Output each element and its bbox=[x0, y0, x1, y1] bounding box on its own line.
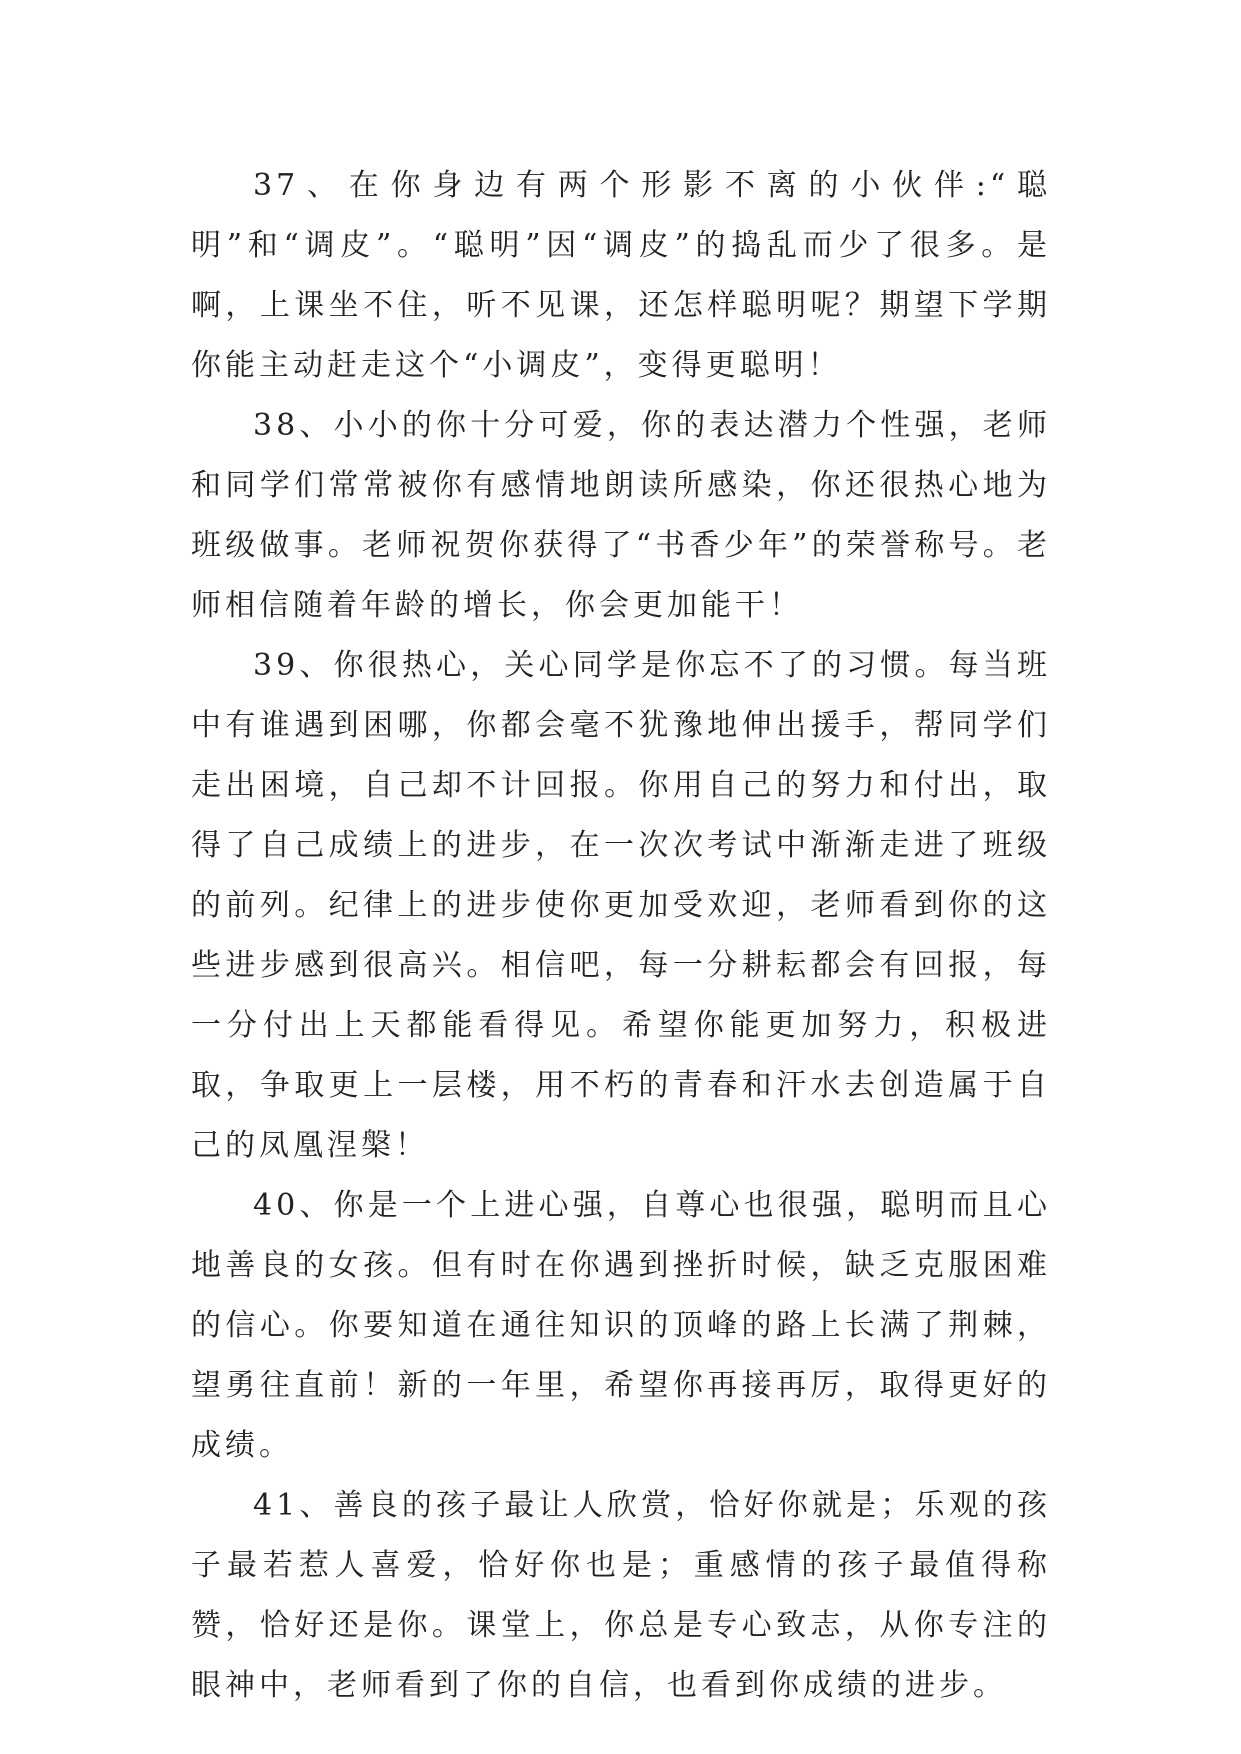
comment-paragraph-39: 39、你很热心，关心同学是你忘不了的习惯。每当班中有谁遇到困哪，你都会毫不犹豫地伸出援手，帮同学们走出困境，自己却不计回报。你用自己的努力和付出，取得了自己成绩上的进步，在一次次考试中渐渐走进了班级的前列。纪律上的进步使你更加受欢迎，老师看到你的这些进步感到很高兴。相信吧，每一分耕耘都会有回报，每一分付出上天都能看得见。希望你能更加努力，积极进取，争取更上一层楼，用不朽的青春和汗水去创造属于自己的凤凰涅槃！ bbox=[191, 648, 1051, 1163]
comment-paragraph-41: 41、善良的孩子最让人欣赏，恰好你就是；乐观的孩子最若惹人喜爱，恰好你也是；重感情的孩子最值得称赞，恰好还是你。课堂上，你总是专心致志，从你专注的眼神中，老师看到了你的自信，也看到你成绩的进步。 bbox=[191, 1488, 1051, 1703]
comment-paragraph-37: 37、在你身边有两个形影不离的小伙伴:“聪明”和“调皮”。“聪明”因“调皮”的捣乱而少了很多。是啊，上课坐不住，听不见课，还怎样聪明呢？期望下学期你能主动赶走这个“小调皮”，变得更聪明！ bbox=[191, 168, 1051, 383]
document-body bbox=[191, 156, 1051, 1716]
comment-paragraph-38: 38、小小的你十分可爱，你的表达潜力个性强，老师和同学们常常被你有感情地朗读所感染，你还很热心地为班级做事。老师祝贺你获得了“书香少年”的荣誉称号。老师相信随着年龄的增长，你会更加能干！ bbox=[191, 408, 1051, 623]
comment-paragraph-40: 40、你是一个上进心强，自尊心也很强，聪明而且心地善良的女孩。但有时在你遇到挫折时候，缺乏克服困难的信心。你要知道在通往知识的顶峰的路上长满了荆棘，望勇往直前！新的一年里，希望你再接再厉，取得更好的成绩。 bbox=[191, 1188, 1051, 1463]
